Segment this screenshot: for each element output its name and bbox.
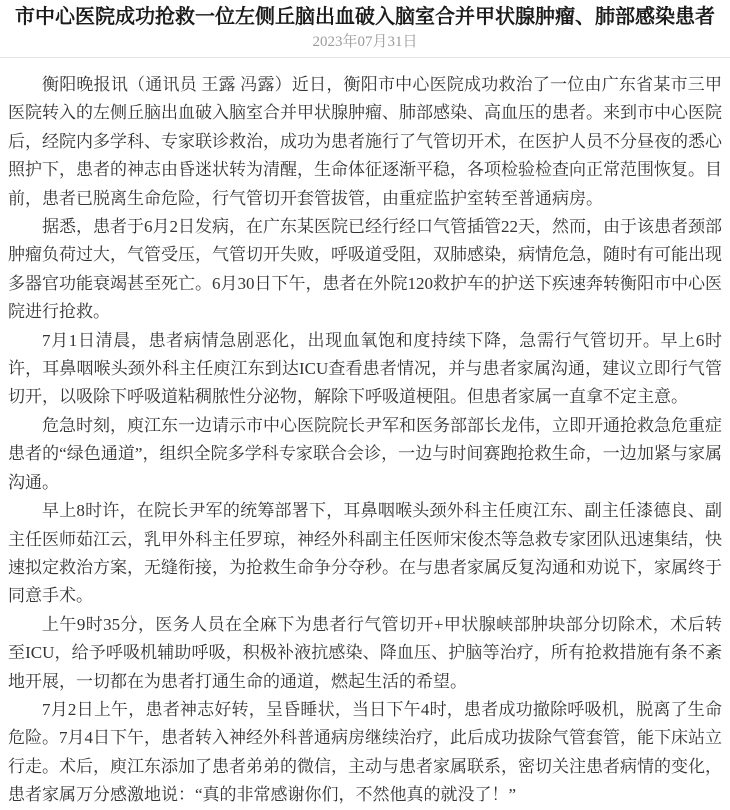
- paragraph: 7月1日清晨，患者病情急剧恶化，出现血氧饱和度持续下降，急需行气管切开。早上6时许，耳鼻咽喉头颈外科主任庾江东到达ICU查看患者情况，并与患者家属沟通，建议立即行气管切开，以吸除下呼吸道粘稠脓性分泌物，解除下呼吸道梗阻。但患者家属一直拿不定主意。: [8, 330, 722, 407]
- article-body: [8, 71, 722, 810]
- divider: [0, 57, 730, 58]
- publish-date: 2023年07月31日: [312, 34, 418, 50]
- paragraph: 据悉，患者于6月2日发病，在广东某医院已经行经口气管插管22天，然而，由于该患者颈部肿瘤负荷过大，气管受压，气管切开失败，呼吸道受阻，双肺感染，病情危急，随时有可能出现多器官功能衰竭甚至死亡。6月30日下午，患者在外院120救护车的护送下疾速奔转衡阳市中心医院进行抢救。: [8, 217, 722, 322]
- paragraph: 上午9时35分，医务人员在全麻下为患者行气管切开+甲状腺峡部肿块部分切除术，术后转至ICU，给予呼吸机辅助呼吸，积极补液抗感染、降血压、护脑等治疗，所有抢救措施有条不紊地开展，一切都在为患者打通生命的通道，燃起生活的希望。: [8, 614, 722, 691]
- paragraph: 早上8时许，在院长尹军的统筹部署下，耳鼻咽喉头颈外科主任庾江东、副主任漆德良、副主任医师茹江云，乳甲外科主任罗琼，神经外科副主任医师宋俊杰等急救专家团队迅速集结，快速拟定救治方案，无缝衔接，为抢救生命争分夺秒。在与患者家属反复沟通和劝说下，家属终于同意手术。: [8, 501, 722, 606]
- article-title: 市中心医院成功抢救一位左侧丘脑出血破入脑室合并甲状腺肿瘤、肺部感染患者: [15, 6, 715, 28]
- paragraph: 衡阳晚报讯（通讯员 王露 冯露）近日，衡阳市中心医院成功救治了一位由广东省某市三甲医院转入的左侧丘脑出血破入脑室合并甲状腺肿瘤、肺部感染、高血压的患者。来到市中心医院后，经院内多学科、专家联诊救治，成功为患者施行了气管切开术，在医护人员不分昼夜的悉心照护下，患者的神志由昏迷状转为清醒，生命体征逐渐平稳，各项检验检查向正常范围恢复。目前，患者已脱离生命危险，行气管切开套管拔管，由重症监护室转至普通病房。: [8, 75, 722, 208]
- paragraph: 危急时刻，庾江东一边请示市中心医院院长尹军和医务部部长龙伟，立即开通抢救急危重症患者的“绿色通道”，组织全院多学科专家联合会诊，一边与时间赛跑抢救生命，一边加紧与家属沟通。: [8, 415, 722, 492]
- paragraph: 7月2日上午，患者神志好转，呈昏睡状，当日下午4时，患者成功撤除呼吸机，脱离了生命危险。7月4日下午，患者转入神经外科普通病房继续治疗，此后成功拔除气管套管，能下床站立行走。术后，庾江东添加了患者弟弟的微信，主动与患者家属联系，密切关注患者病情的变化，患者家属万分感激地说：“真的非常感谢你们，不然他真的就没了！”: [8, 699, 722, 805]
